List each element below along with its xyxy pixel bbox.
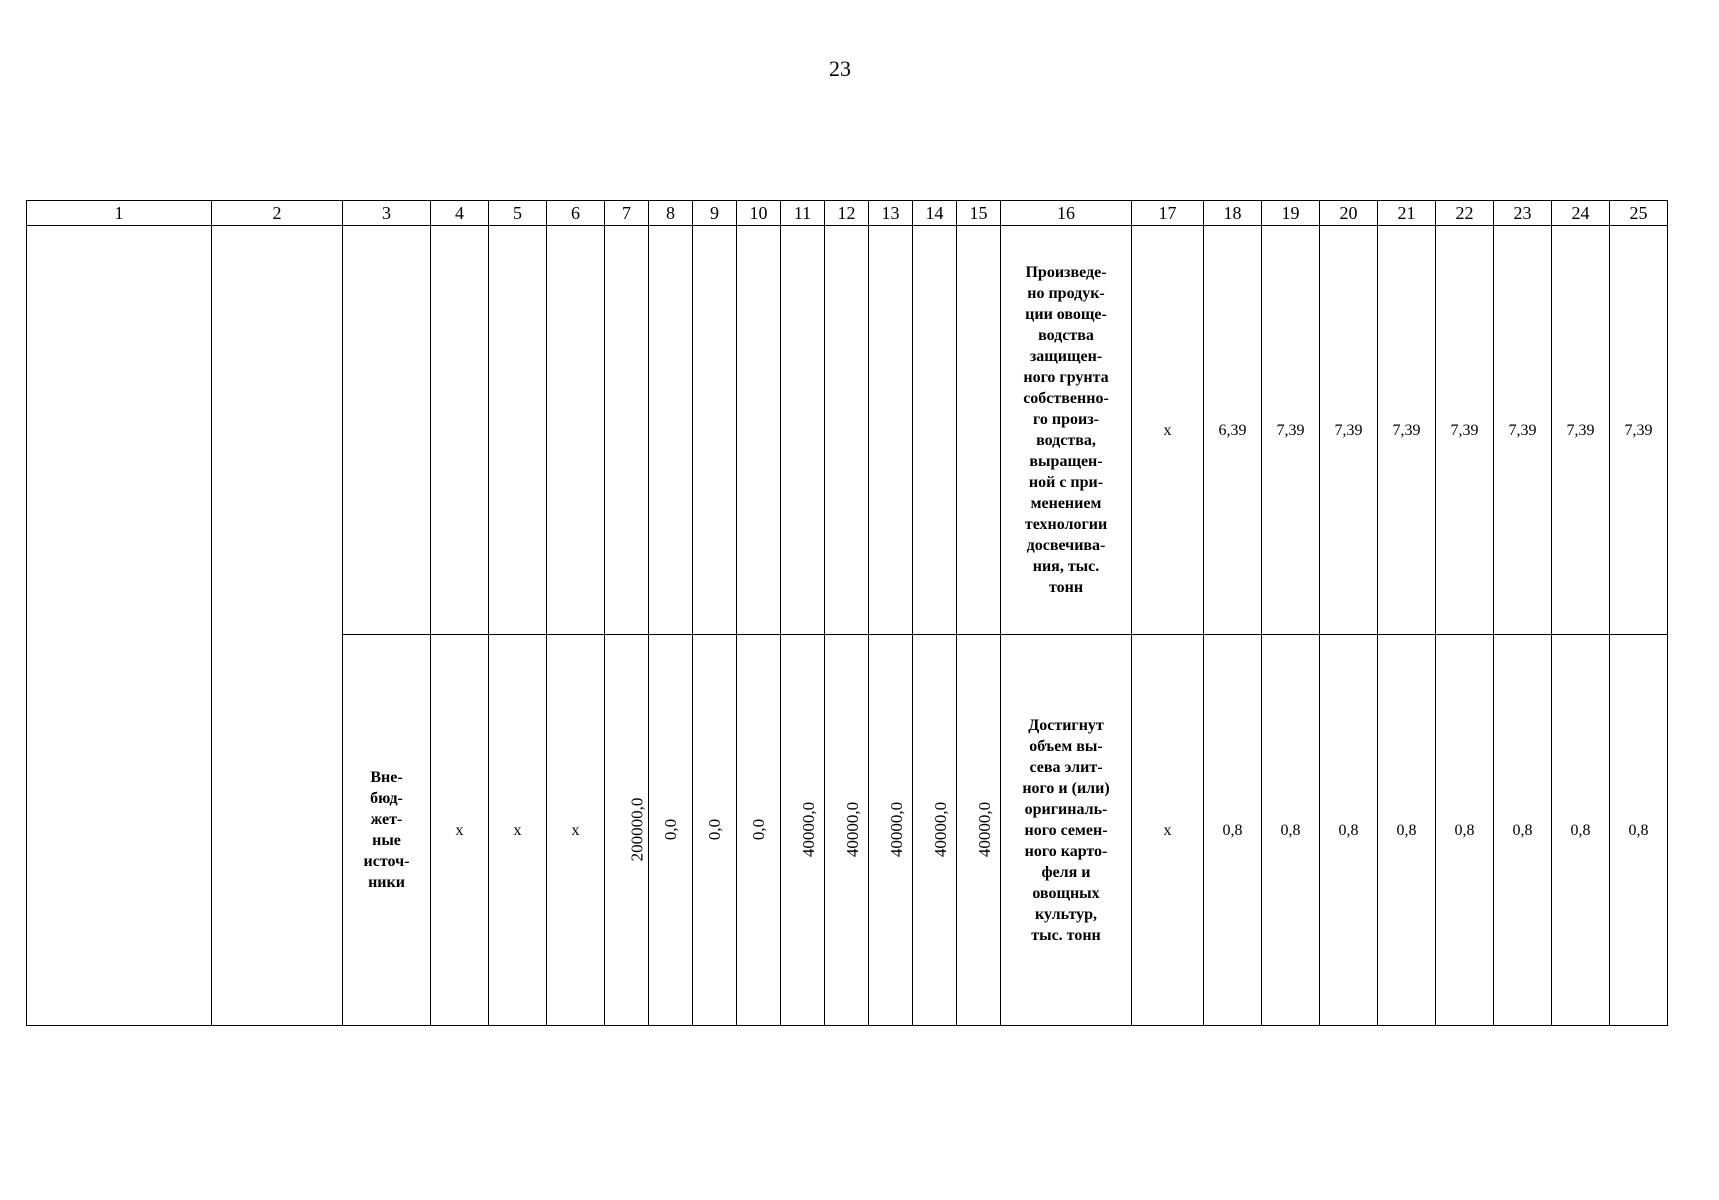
column-number-7: 7 — [605, 201, 649, 226]
column-number-9: 9 — [693, 201, 737, 226]
cell-col-5: х — [489, 635, 547, 1026]
funding-cell — [957, 635, 1001, 1026]
value-cell: 0,8 — [1552, 635, 1610, 1026]
column-number-24: 24 — [1552, 201, 1610, 226]
cell-col-4: х — [431, 635, 489, 1026]
funding-value: 0,0 — [749, 818, 768, 841]
cell-col-17: х — [1132, 226, 1204, 635]
program-table — [26, 200, 1668, 1026]
column-number-3: 3 — [343, 201, 431, 226]
funding-value: 40000,0 — [887, 801, 907, 858]
value-cell: 0,8 — [1204, 635, 1262, 1026]
value-cell: 0,8 — [1320, 635, 1378, 1026]
value-cell: 7,39 — [1320, 226, 1378, 635]
value-cell: 0,8 — [1262, 635, 1320, 1026]
funding-value: 40000,0 — [799, 801, 819, 858]
value-cell: 7,39 — [1262, 226, 1320, 635]
column-number-4: 4 — [431, 201, 489, 226]
cell-col-13 — [869, 226, 913, 635]
funding-value: 40000,0 — [975, 801, 995, 858]
funding-cell — [737, 635, 781, 1026]
cell-col-5 — [489, 226, 547, 635]
funding-cell — [693, 635, 737, 1026]
value-cell: 7,39 — [1436, 226, 1494, 635]
cell-col-3 — [343, 226, 431, 635]
cell-col-11 — [781, 226, 825, 635]
cell-col-4 — [431, 226, 489, 635]
column-number-18: 18 — [1204, 201, 1262, 226]
cell-col-8 — [649, 226, 693, 635]
cell-col-2 — [212, 226, 343, 1026]
column-number-16: 16 — [1001, 201, 1132, 226]
indicator-text: Достигнут объем вы- сева элит- ного и (или) оригиналь- ного семен- ного карто- феля и овощных культур, тыс. тонн — [1001, 635, 1132, 1026]
funding-source: Вне- бюд- жет- ные источ- ники — [343, 635, 431, 1026]
funding-cell — [913, 635, 957, 1026]
table-row — [27, 226, 1668, 635]
header-row — [27, 201, 1668, 226]
funding-cell — [825, 635, 869, 1026]
column-number-11: 11 — [781, 201, 825, 226]
funding-value: 40000,0 — [931, 801, 951, 858]
column-number-5: 5 — [489, 201, 547, 226]
column-number-8: 8 — [649, 201, 693, 226]
value-cell: 0,8 — [1610, 635, 1668, 1026]
column-number-23: 23 — [1494, 201, 1552, 226]
cell-col-17: х — [1132, 635, 1204, 1026]
cell-col-6 — [547, 226, 605, 635]
column-number-20: 20 — [1320, 201, 1378, 226]
funding-value: 0,0 — [705, 818, 724, 841]
cell-col-14 — [913, 226, 957, 635]
column-number-10: 10 — [737, 201, 781, 226]
column-number-13: 13 — [869, 201, 913, 226]
value-cell: 0,8 — [1494, 635, 1552, 1026]
cell-col-12 — [825, 226, 869, 635]
column-number-14: 14 — [913, 201, 957, 226]
cell-col-10 — [737, 226, 781, 635]
value-cell: 7,39 — [1552, 226, 1610, 635]
column-number-15: 15 — [957, 201, 1001, 226]
cell-col-7 — [605, 226, 649, 635]
column-number-25: 25 — [1610, 201, 1668, 226]
funding-value: 40000,0 — [843, 801, 863, 858]
funding-value: 0,0 — [661, 818, 680, 841]
column-number-22: 22 — [1436, 201, 1494, 226]
funding-cell — [649, 635, 693, 1026]
cell-col-6: х — [547, 635, 605, 1026]
cell-col-9 — [693, 226, 737, 635]
column-number-12: 12 — [825, 201, 869, 226]
value-cell: 7,39 — [1494, 226, 1552, 635]
value-cell: 6,39 — [1204, 226, 1262, 635]
cell-col-1 — [27, 226, 212, 1026]
value-cell: 7,39 — [1610, 226, 1668, 635]
funding-cell — [605, 635, 649, 1026]
column-number-6: 6 — [547, 201, 605, 226]
funding-cell — [781, 635, 825, 1026]
column-number-19: 19 — [1262, 201, 1320, 226]
funding-cell — [869, 635, 913, 1026]
column-number-1: 1 — [27, 201, 212, 226]
value-cell: 0,8 — [1436, 635, 1494, 1026]
column-number-17: 17 — [1132, 201, 1204, 226]
page-number: 23 — [829, 56, 851, 81]
funding-value: 200000,0 — [627, 797, 647, 862]
indicator-text: Произведе- но продук- ции овоще- водства защищен- ного грунта собственно- го произ- водства, выращен- ной с при- менением технологии досвечива- ния, тыс. тонн — [1001, 226, 1132, 635]
value-cell: 7,39 — [1378, 226, 1436, 635]
value-cell: 0,8 — [1378, 635, 1436, 1026]
column-number-2: 2 — [212, 201, 343, 226]
column-number-21: 21 — [1378, 201, 1436, 226]
cell-col-15 — [957, 226, 1001, 635]
